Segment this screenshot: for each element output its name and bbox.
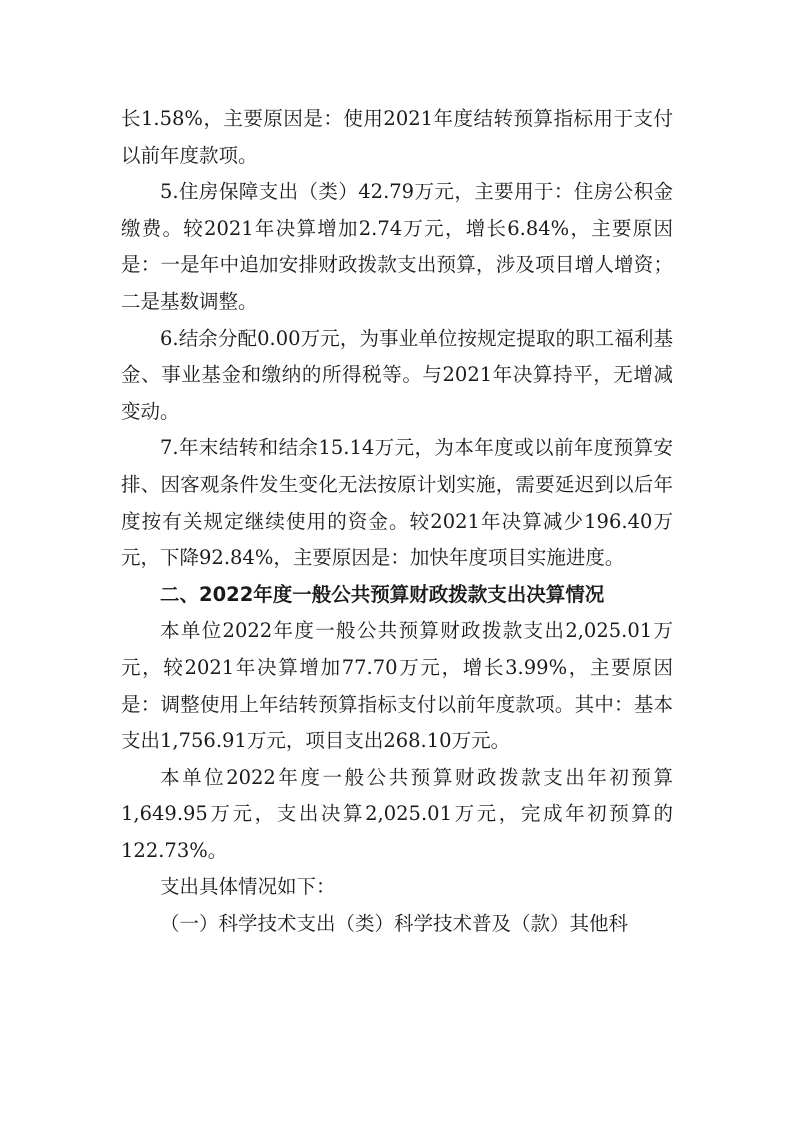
section-heading-general-budget: 二、2022年度一般公共预算财政拨款支出决算情况 — [160, 582, 605, 606]
paragraph-year-end-carryover: 7.年末结转和结余15.14万元，为本年度或以前年度预算安排、因客观条件发生变化无法按原计划实施，需要延迟到以后年度按有关规定继续使用的资金。较2021年决算减少196.40万元，下降92.84%，主要原因是：加快年度项目实施进度。 — [121, 436, 673, 570]
paragraph-science-expenditure: （一）科学技术支出（类）科学技术普及（款）其他科 — [160, 912, 629, 936]
paragraph-housing-expenditure: 5.住房保障支出（类）42.79万元，主要用于：住房公积金缴费。较2021年决算增加2.74万元，增长6.84%，主要原因是：一是年中追加安排财政拨款支出预算，涉及项目增人增资；二是基数调整。 — [121, 180, 673, 313]
paragraph-continuation: 长1.58%，主要原因是：使用2021年度结转预算指标用于支付以前年度款项。 — [121, 107, 673, 167]
paragraph-budget-completion: 本单位2022年度一般公共预算财政拨款支出年初预算1,649.95万元，支出决算2,025.01万元，完成年初预算的122.73%。 — [121, 765, 673, 862]
paragraph-surplus-distribution: 6.结余分配0.00万元，为事业单位按规定提取的职工福利基金、事业基金和缴纳的所得税等。与2021年决算持平，无增减变动。 — [121, 326, 673, 423]
paragraph-details-intro: 支出具体情况如下： — [160, 875, 336, 899]
document-page — [121, 101, 673, 943]
paragraph-general-budget-total: 本单位2022年度一般公共预算财政拨款支出2,025.01万元，较2021年决算增加77.70万元，增长3.99%，主要原因是：调整使用上年结转预算指标支付以前年度款项。其中：基本支出1,756.91万元，项目支出268.10万元。 — [121, 619, 673, 753]
